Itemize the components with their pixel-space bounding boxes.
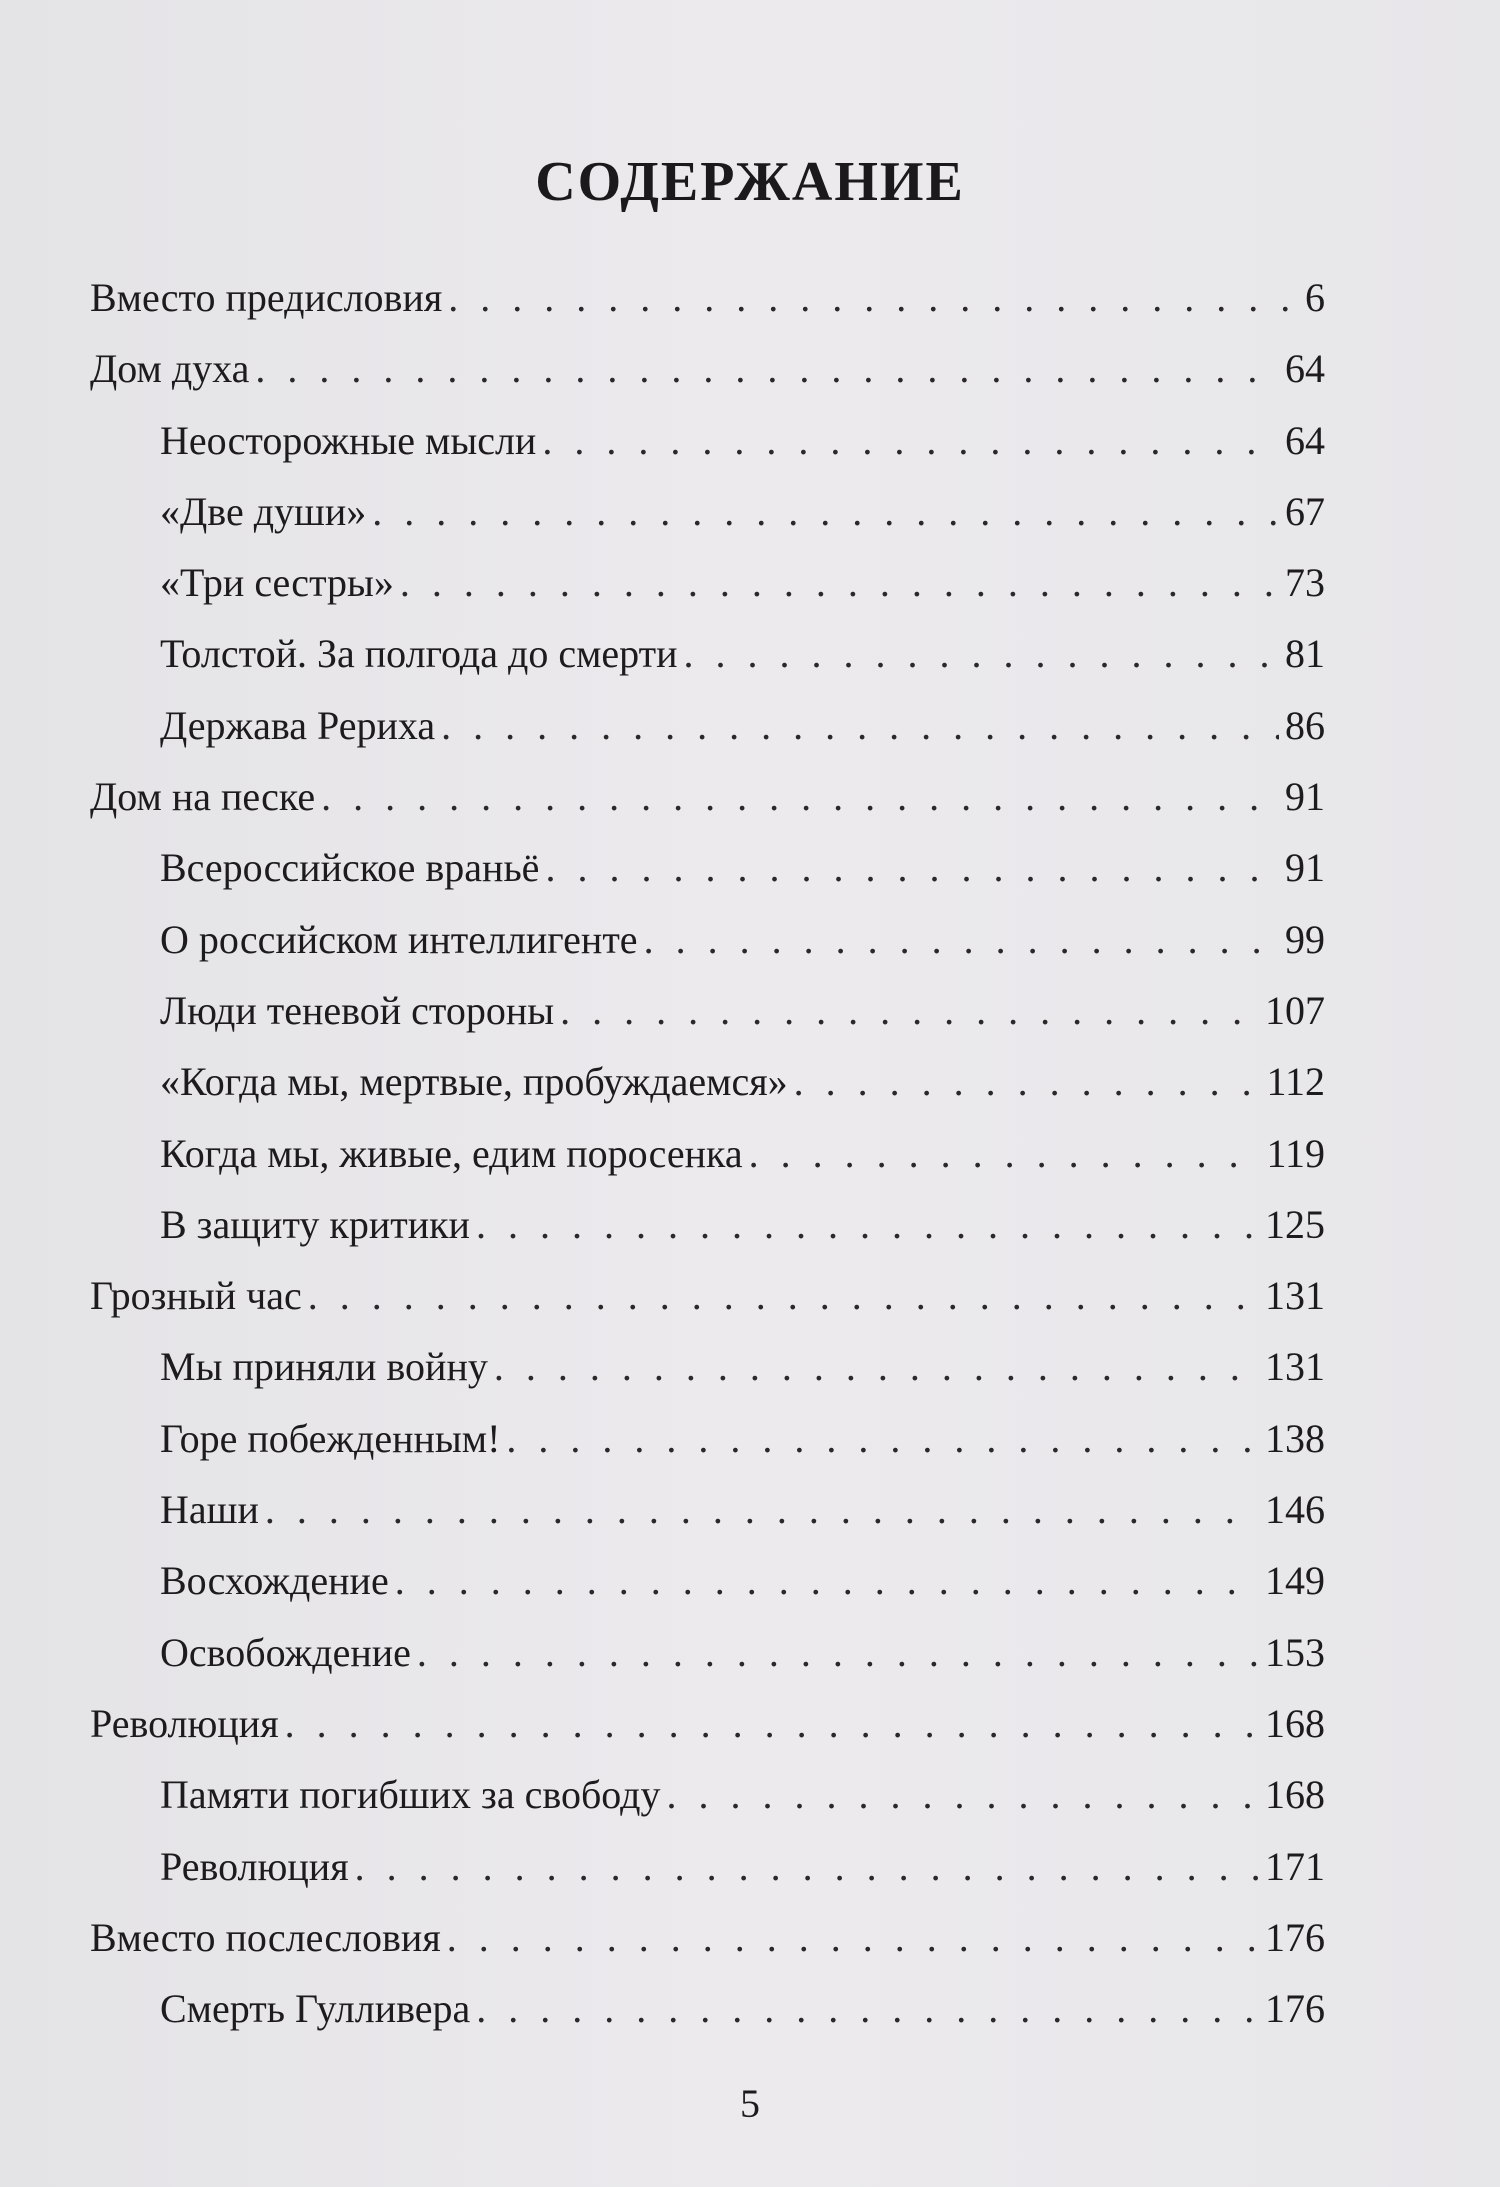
toc-entry-page: 138: [1265, 1415, 1325, 1461]
table-of-contents: [90, 262, 1325, 2044]
toc-entry: [90, 1118, 1325, 1189]
toc-entry: [90, 405, 1325, 476]
toc-entry-page: 107: [1265, 987, 1325, 1033]
toc-entry-title: «Три сестры»: [160, 560, 394, 606]
toc-entry: [90, 975, 1325, 1046]
dot-leader: [395, 1545, 1259, 1616]
toc-entry-title: Памяти погибших за свободу: [160, 1772, 661, 1818]
dot-leader: [545, 832, 1279, 903]
toc-entry-title: Наши: [160, 1487, 259, 1533]
toc-entry-page: 168: [1265, 1700, 1325, 1746]
toc-entry-title: Вместо предисловия: [90, 275, 443, 320]
toc-entry: [90, 1545, 1325, 1616]
toc-entry: [90, 1260, 1325, 1331]
toc-entry-page: 176: [1265, 1986, 1325, 2032]
toc-entry: [90, 1403, 1325, 1474]
toc-entry-page: 125: [1265, 1201, 1325, 1247]
toc-entry-title: Горе побежденным!: [160, 1415, 501, 1461]
toc-entry-page: 131: [1265, 1344, 1325, 1390]
toc-entry: [90, 904, 1325, 975]
toc-entry: [90, 832, 1325, 903]
toc-entry-page: 131: [1265, 1273, 1325, 1319]
dot-leader: [684, 618, 1280, 689]
dot-leader: [441, 690, 1279, 761]
dot-leader: [476, 1973, 1259, 2044]
toc-entry-title: Революция: [160, 1843, 349, 1889]
dot-leader: [355, 1831, 1259, 1902]
toc-entry: [90, 1189, 1325, 1260]
toc-entry-title: Освобождение: [160, 1629, 411, 1675]
toc-entry-page: 112: [1266, 1059, 1325, 1105]
toc-entry-title: Толстой. За полгода до смерти: [160, 631, 678, 677]
dot-leader: [448, 262, 1299, 333]
toc-entry-page: 81: [1285, 631, 1325, 677]
toc-entry: [90, 1973, 1325, 2044]
toc-entry-page: 171: [1265, 1843, 1325, 1889]
toc-entry-title: Мы приняли войну: [160, 1344, 488, 1390]
toc-entry: [90, 1617, 1325, 1688]
dot-leader: [749, 1118, 1261, 1189]
toc-entry-title: Вместо послесловия: [90, 1914, 441, 1960]
toc-entry: [90, 547, 1325, 618]
dot-leader: [494, 1331, 1259, 1402]
toc-entry-title: В защиту критики: [160, 1201, 470, 1247]
dot-leader: [667, 1759, 1260, 1830]
toc-entry: [90, 1688, 1325, 1759]
toc-entry: [90, 1831, 1325, 1902]
toc-entry-page: 168: [1265, 1772, 1325, 1818]
toc-entry-page: 149: [1265, 1558, 1325, 1604]
toc-entry-page: 153: [1265, 1629, 1325, 1675]
toc-entry-title: «Когда мы, мертвые, пробуждаемся»: [160, 1059, 788, 1105]
toc-entry-title: Неосторожные мысли: [160, 417, 537, 463]
toc-entry-page: 119: [1266, 1130, 1325, 1176]
toc-entry: [90, 761, 1325, 832]
toc-entry: [90, 690, 1325, 761]
toc-entry-page: 64: [1285, 346, 1325, 392]
toc-entry-title: О российском интеллигенте: [160, 916, 638, 962]
toc-entry: [90, 476, 1325, 547]
toc-entry-page: 91: [1285, 845, 1325, 891]
dot-leader: [372, 476, 1279, 547]
toc-entry-page: 64: [1285, 417, 1325, 463]
toc-entry-title: Грозный час: [90, 1273, 302, 1319]
toc-entry-page: 91: [1285, 774, 1325, 820]
toc-entry-page: 176: [1265, 1914, 1325, 1960]
toc-entry-title: Смерть Гулливера: [160, 1986, 471, 2032]
toc-entry: [90, 333, 1325, 404]
dot-leader: [542, 405, 1279, 476]
dot-leader: [400, 547, 1279, 618]
dot-leader: [308, 1260, 1259, 1331]
dot-leader: [644, 904, 1279, 975]
dot-leader: [285, 1688, 1259, 1759]
toc-entry-page: 6: [1305, 275, 1325, 320]
toc-entry-title: Восхождение: [160, 1558, 389, 1604]
dot-leader: [794, 1046, 1261, 1117]
page-number: 5: [740, 2081, 760, 2126]
page-title: СОДЕРЖАНИЕ: [535, 151, 965, 213]
toc-entry: [90, 1331, 1325, 1402]
dot-leader: [447, 1902, 1259, 1973]
toc-entry-title: Держава Рериха: [160, 702, 436, 748]
toc-entry: [90, 262, 1325, 333]
toc-entry: [90, 1474, 1325, 1545]
toc-entry-title: Революция: [90, 1700, 279, 1746]
toc-entry-page: 99: [1285, 916, 1325, 962]
dot-leader: [560, 975, 1259, 1046]
toc-entry-page: 73: [1285, 560, 1325, 606]
dot-leader: [476, 1189, 1259, 1260]
dot-leader: [417, 1617, 1259, 1688]
dot-leader: [265, 1474, 1259, 1545]
toc-entry-title: Люди теневой стороны: [160, 987, 555, 1033]
toc-entry-page: 67: [1285, 488, 1325, 534]
toc-entry-page: 146: [1265, 1487, 1325, 1533]
toc-entry-title: Дом духа: [90, 346, 250, 392]
toc-entry-title: Дом на песке: [90, 774, 316, 820]
toc-entry-title: Когда мы, живые, едим поросенка: [160, 1130, 743, 1176]
toc-entry: [90, 1046, 1325, 1117]
toc-entry-page: 86: [1285, 702, 1325, 748]
toc-entry-title: «Две души»: [160, 488, 367, 534]
dot-leader: [506, 1403, 1259, 1474]
dot-leader: [255, 333, 1279, 404]
toc-entry-title: Всероссийское враньё: [160, 845, 540, 891]
toc-entry: [90, 1759, 1325, 1830]
dot-leader: [321, 761, 1279, 832]
toc-entry: [90, 618, 1325, 689]
toc-entry: [90, 1902, 1325, 1973]
